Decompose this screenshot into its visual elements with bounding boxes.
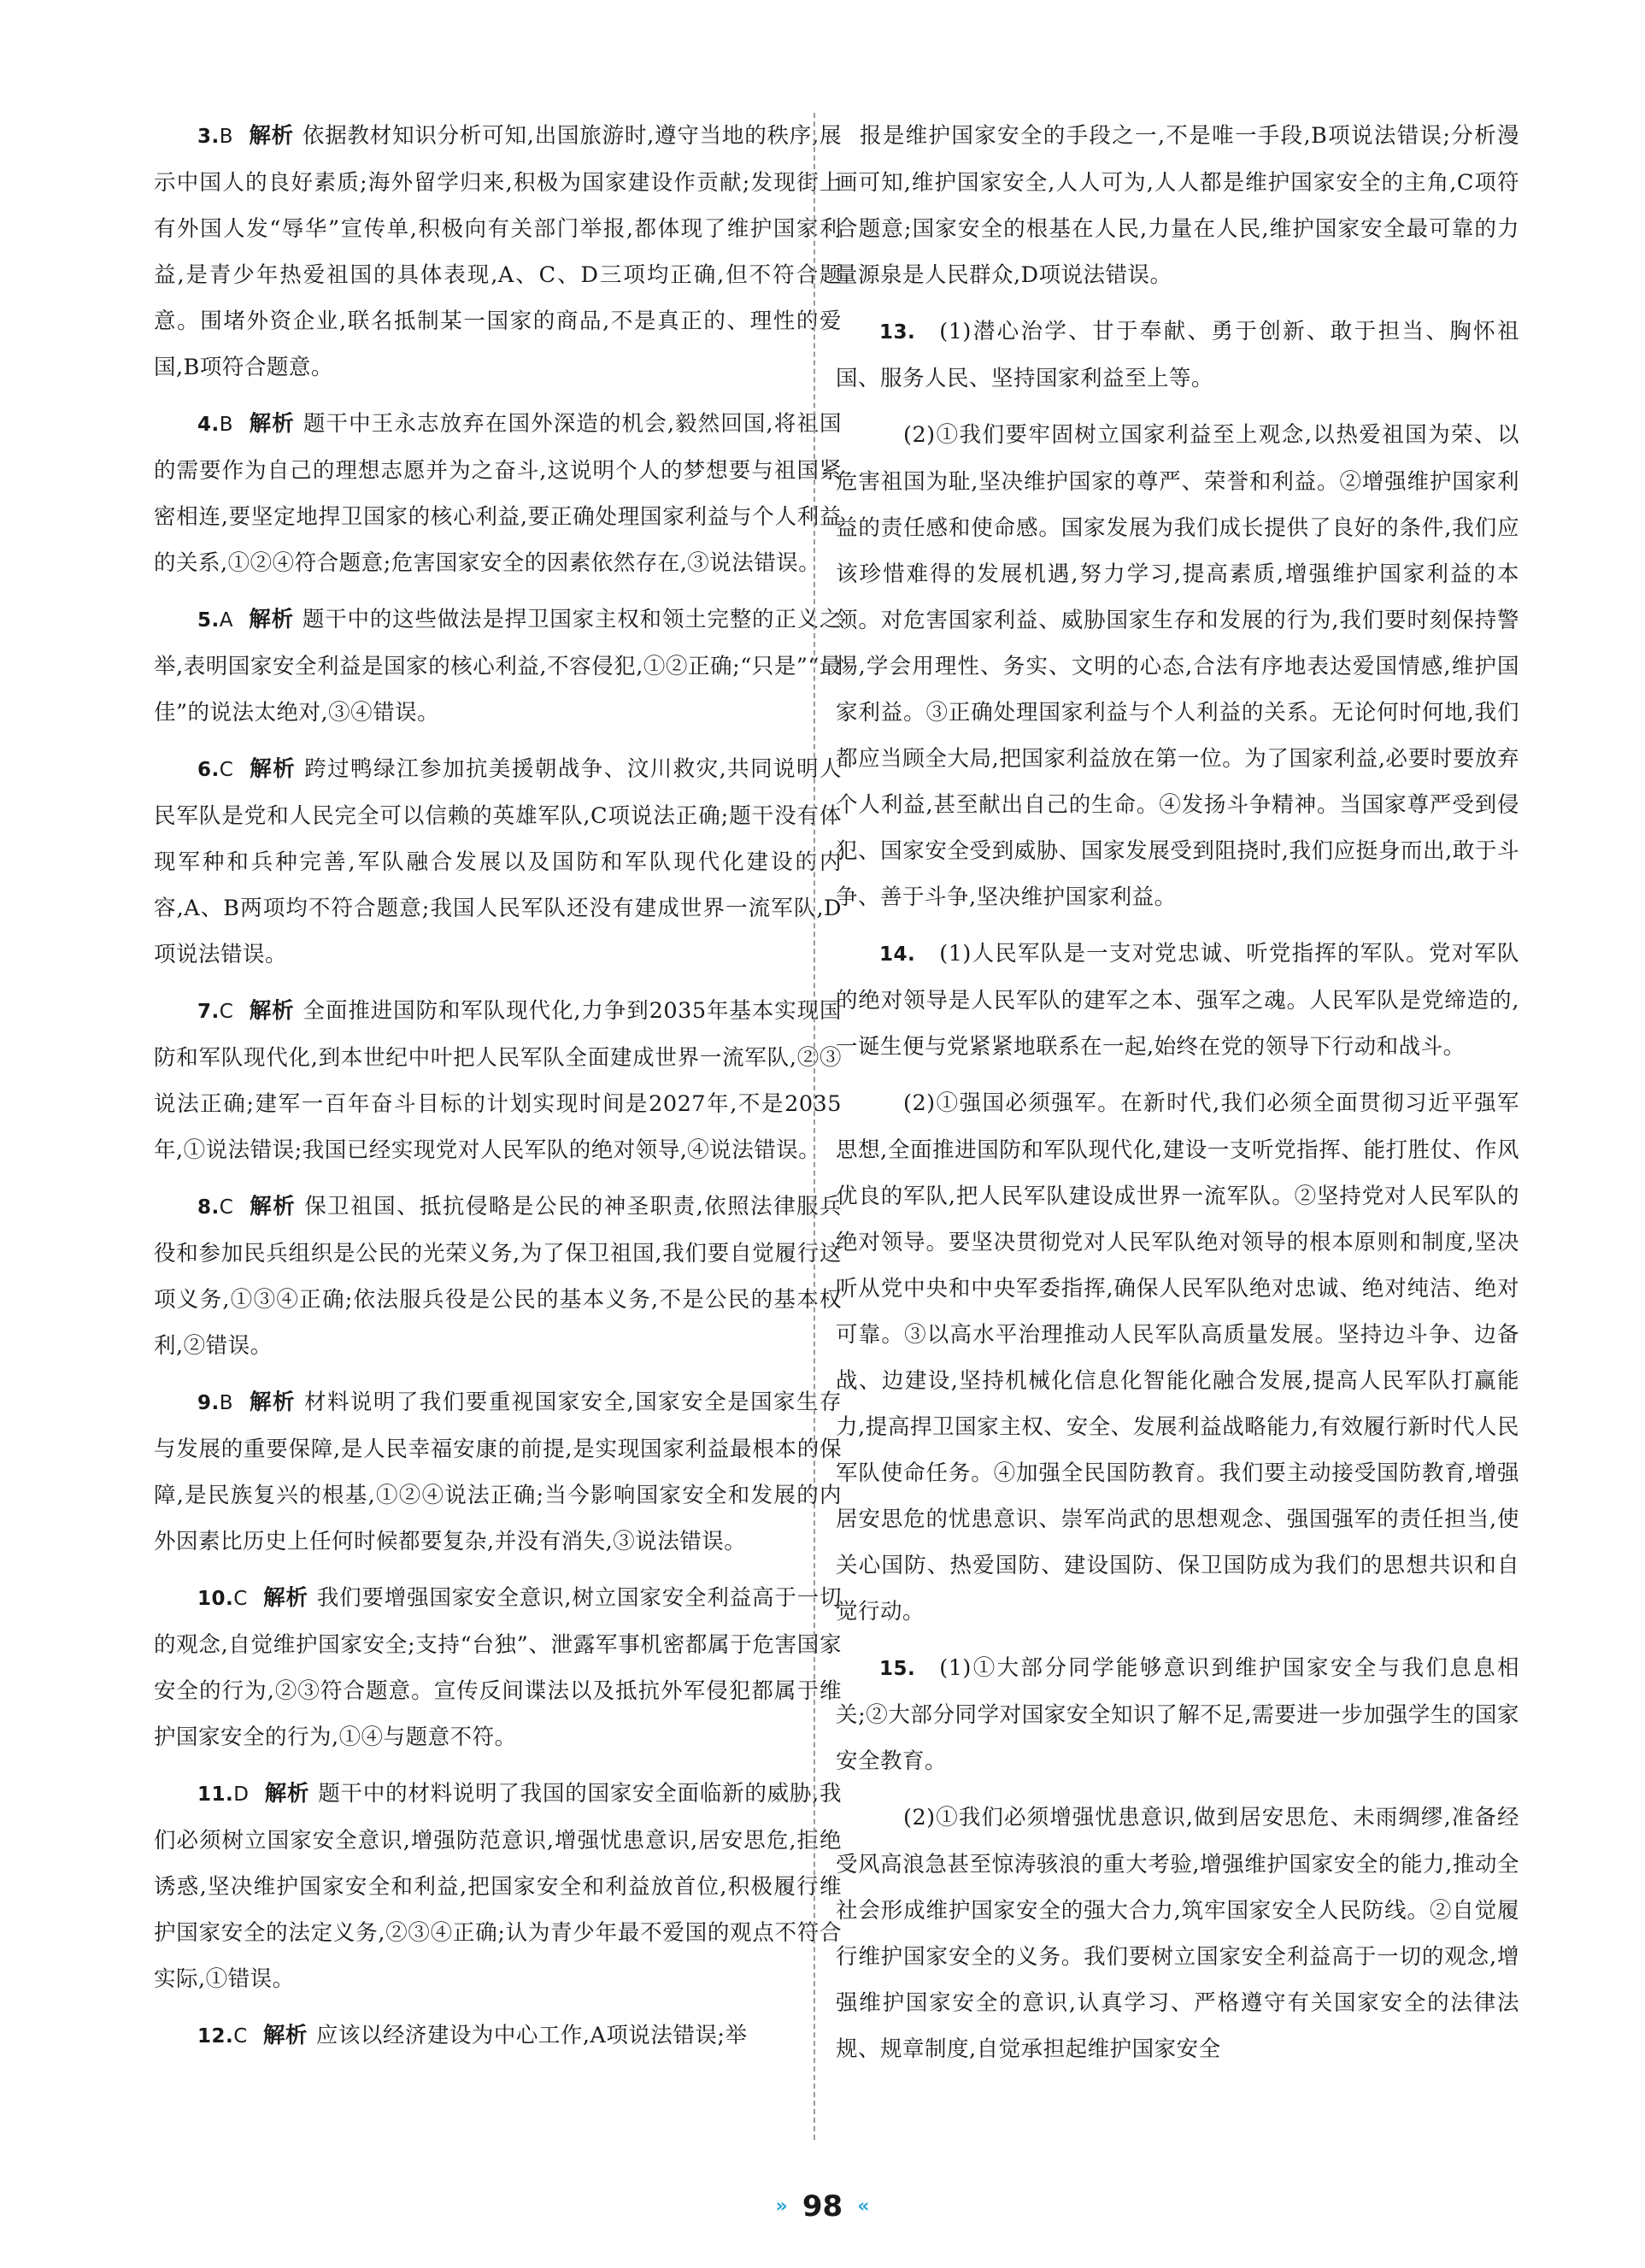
answer-paragraph bbox=[836, 308, 1519, 402]
answer-choice: C bbox=[219, 759, 234, 781]
question-number: 10. bbox=[197, 1588, 234, 1610]
analysis-label: 解析 bbox=[249, 123, 294, 149]
analysis-label: 解析 bbox=[262, 2023, 308, 2048]
explanation-text: (2)①强国必须强军。在新时代,我们必须全面贯彻习近平强军思想,全面推进国防和军队现代化,建设一支听党指挥、能打胜仗、作风优良的军队,把人民军队建设成世界一流军队。②坚持党对人民军队的绝对领导。要坚决贯彻党对人民军队绝对领导的根本原则和制度,坚决听从党中央和中央军委指挥,确保人民军队绝对忠诚、绝对纯洁、绝对可靠。③以高水平治理推动人民军队高质量发展。坚持边斗争、边备战、边建设,坚持机械化信息化智能化融合发展,提高人民军队打赢能力,提高捍卫国家主权、安全、发展利益战略能力,有效履行新时代人民军队使命任务。④加强全民国防教育。我们要主动接受国防教育,增强居安思危的忧患意识、崇军尚武的思想观念、强国强军的责任担当,使关心国防、热爱国防、建设国防、保卫国防成为我们的思想共识和自觉行动。 bbox=[836, 1090, 1519, 1625]
answer-choice: C bbox=[219, 1196, 234, 1219]
question-number: 15. bbox=[879, 1658, 916, 1680]
question-number: 8. bbox=[197, 1196, 220, 1219]
question-number: 6. bbox=[197, 759, 220, 781]
answer-paragraph bbox=[836, 1080, 1519, 1635]
explanation-text: (1)人民军队是一支对党忠诚、听党指挥的军队。党对军队的绝对领导是人民军队的建军之本、强军之魂。人民军队是党缔造的,一诞生便与党紧紧地联系在一起,始终在党的领导下行动和战斗。 bbox=[836, 941, 1519, 1060]
analysis-label: 解析 bbox=[249, 1390, 296, 1415]
right-column bbox=[836, 113, 1519, 2083]
explanation-text: 跨过鸭绿江参加抗美援朝战争、汶川救灾,共同说明人民军队是党和人民完全可以信赖的英雄军队,C项说法正确;题干没有体现军种和兵种完善,军队融合发展以及国防和军队现代化建设的内容,A、B两项均不符合题意;我国人民军队还没有建成世界一流军队,D项说法错误。 bbox=[154, 756, 842, 967]
double-right-arrow-icon: » bbox=[775, 2195, 788, 2218]
answer-paragraph bbox=[154, 746, 842, 978]
answer-paragraph bbox=[154, 596, 842, 736]
answer-paragraph bbox=[154, 1379, 842, 1565]
answer-paragraph bbox=[836, 113, 1519, 298]
question-number: 9. bbox=[197, 1392, 220, 1414]
answer-paragraph bbox=[154, 1575, 842, 1760]
column-divider bbox=[814, 113, 815, 2140]
question-number: 11. bbox=[197, 1783, 234, 1806]
left-column bbox=[154, 113, 842, 2070]
explanation-text: 题干中的这些做法是捍卫国家主权和领土完整的正义之举,表明国家安全利益是国家的核心利益,不容侵犯,①②正确;“只是”“最佳”的说法太绝对,③④错误。 bbox=[154, 607, 842, 726]
answer-choice: C bbox=[233, 2025, 248, 2048]
answer-paragraph bbox=[836, 412, 1519, 920]
page-footer bbox=[0, 2189, 1645, 2224]
answer-paragraph bbox=[836, 1645, 1519, 1784]
answer-choice: B bbox=[219, 126, 234, 148]
question-number: 12. bbox=[197, 2025, 234, 2048]
answer-choice: B bbox=[219, 1392, 234, 1414]
question-number: 14. bbox=[879, 943, 916, 966]
explanation-text: 题干中的材料说明了我国的国家安全面临新的威胁,我们必须树立国家安全意识,增强防范意识,增强忧患意识,居安思危,拒绝诱惑,坚决维护国家安全和利益,把国家安全和利益放首位,积极履行维护国家安全的法定义务,②③④正确;认为青少年最不爱国的观点不符合实际,①错误。 bbox=[154, 1781, 842, 1992]
answer-paragraph bbox=[154, 401, 842, 586]
answer-paragraph bbox=[154, 1771, 842, 2002]
explanation-text: (1)①大部分同学能够意识到维护国家安全与我们息息相关;②大部分同学对国家安全知识了解不足,需要进一步加强学生的国家安全教育。 bbox=[836, 1655, 1519, 1774]
answer-paragraph bbox=[836, 1795, 1519, 2072]
explanation-text: (1)潜心治学、甘于奉献、勇于创新、敢于担当、胸怀祖国、服务人民、坚持国家利益至上等。 bbox=[836, 319, 1519, 391]
answer-paragraph bbox=[836, 931, 1519, 1070]
explanation-text: 题干中王永志放弃在国外深造的机会,毅然回国,将祖国的需要作为自己的理想志愿并为之奋斗,这说明个人的梦想要与祖国紧密相连,要坚定地捍卫国家的核心利益,要正确处理国家利益与个人利益的关系,①②④符合题意;危害国家安全的因素依然存在,③说法错误。 bbox=[154, 411, 842, 576]
answer-choice: A bbox=[219, 609, 233, 632]
answer-choice: B bbox=[219, 414, 234, 436]
page-number: 98 bbox=[802, 2189, 843, 2224]
answer-choice: C bbox=[233, 1588, 248, 1610]
answer-paragraph bbox=[154, 113, 842, 391]
analysis-label: 解析 bbox=[248, 607, 294, 632]
answer-paragraph bbox=[154, 1184, 842, 1369]
answer-choice: C bbox=[219, 1001, 234, 1023]
explanation-text: 我们要增强国家安全意识,树立国家安全利益高于一切的观念,自觉维护国家安全;支持“台独”、泄露军事机密都属于危害国家安全的行为,②③符合题意。宣传反间谍法以及抵抗外军侵犯都属于维护国家安全的行为,①④与题意不符。 bbox=[154, 1585, 842, 1750]
explanation-text: 材料说明了我们要重视国家安全,国家安全是国家生存与发展的重要保障,是人民幸福安康的前提,是实现国家利益最根本的保障,是民族复兴的根基,①②④说法正确;当今影响国家安全和发展的内外因素比历史上任何时候都要复杂,并没有消失,③说法错误。 bbox=[154, 1390, 842, 1554]
explanation-text: (2)①我们必须增强忧患意识,做到居安思危、未雨绸缪,准备经受风高浪急甚至惊涛骇浪的重大考验,增强维护国家安全的能力,推动全社会形成维护国家安全的强大合力,筑牢国家安全人民防线。②自觉履行维护国家安全的义务。我们要树立国家安全利益高于一切的观念,增强维护国家安全的意识,认真学习、严格遵守有关国家安全的法律法规、规章制度,自觉承担起维护国家安全 bbox=[836, 1805, 1519, 2062]
answer-choice: D bbox=[233, 1783, 250, 1806]
explanation-text: 依据教材知识分析可知,出国旅游时,遵守当地的秩序,展示中国人的良好素质;海外留学归来,积极为国家建设作贡献;发现街上有外国人发“辱华”宣传单,积极向有关部门举报,都体现了维护国家利益,是青少年热爱祖国的具体表现,A、C、D三项均正确,但不符合题意。围堵外资企业,联名抵制某一国家的商品,不是真正的、理性的爱国,B项符合题意。 bbox=[154, 123, 842, 380]
answer-paragraph bbox=[154, 988, 842, 1173]
analysis-label: 解析 bbox=[264, 1781, 310, 1807]
explanation-text: (2)①我们要牢固树立国家利益至上观念,以热爱祖国为荣、以危害祖国为耻,坚决维护国家的尊严、荣誉和利益。②增强维护国家利益的责任感和使命感。国家发展为我们成长提供了良好的条件,我们应该珍惜难得的发展机遇,努力学习,提高素质,增强维护国家利益的本领。对危害国家利益、威胁国家生存和发展的行为,我们要时刻保持警惕,学会用理性、务实、文明的心态,合法有序地表达爱国情感,维护国家利益。③正确处理国家利益与个人利益的关系。无论何时何地,我们都应当顾全大局,把国家利益放在第一位。为了国家利益,必要时要放弃个人利益,甚至献出自己的生命。④发扬斗争精神。当国家尊严受到侵犯、国家安全受到威胁、国家发展受到阻挠时,我们应挺身而出,敢于斗争、善于斗争,坚决维护国家利益。 bbox=[836, 422, 1519, 910]
double-left-arrow-icon: « bbox=[857, 2195, 870, 2218]
analysis-label: 解析 bbox=[249, 756, 297, 782]
question-number: 7. bbox=[197, 1001, 220, 1023]
explanation-text: 全面推进国防和军队现代化,力争到2035年基本实现国防和军队现代化,到本世纪中叶把人民军队全面建成世界一流军队,②③说法正确;建军一百年奋斗目标的计划实现时间是2027年,不是2035年,①说法错误;我国已经实现党对人民军队的绝对领导,④说法错误。 bbox=[154, 998, 842, 1163]
explanation-text: 应该以经济建设为中心工作,A项说法错误;举 bbox=[315, 2023, 748, 2048]
analysis-label: 解析 bbox=[249, 1194, 297, 1219]
explanation-text: 报是维护国家安全的手段之一,不是唯一手段,B项说法错误;分析漫画可知,维护国家安全,人人可为,人人都是维护国家安全的主角,C项符合题意;国家安全的根基在人民,力量在人民,维护国家安全最可靠的力量源泉是人民群众,D项说法错误。 bbox=[836, 123, 1519, 288]
question-number: 3. bbox=[197, 126, 220, 148]
question-number: 4. bbox=[197, 414, 220, 436]
question-number: 5. bbox=[197, 609, 220, 632]
analysis-label: 解析 bbox=[249, 998, 295, 1024]
question-number: 13. bbox=[879, 321, 916, 344]
answer-paragraph bbox=[154, 2012, 842, 2059]
analysis-label: 解析 bbox=[262, 1585, 308, 1611]
analysis-label: 解析 bbox=[249, 411, 295, 437]
explanation-text: 保卫祖国、抵抗侵略是公民的神圣职责,依照法律服兵役和参加民兵组织是公民的光荣义务,为了保卫祖国,我们要自觉履行这项义务,①③④正确;依法服兵役是公民的基本义务,不是公民的基本权利,②错误。 bbox=[154, 1194, 842, 1359]
